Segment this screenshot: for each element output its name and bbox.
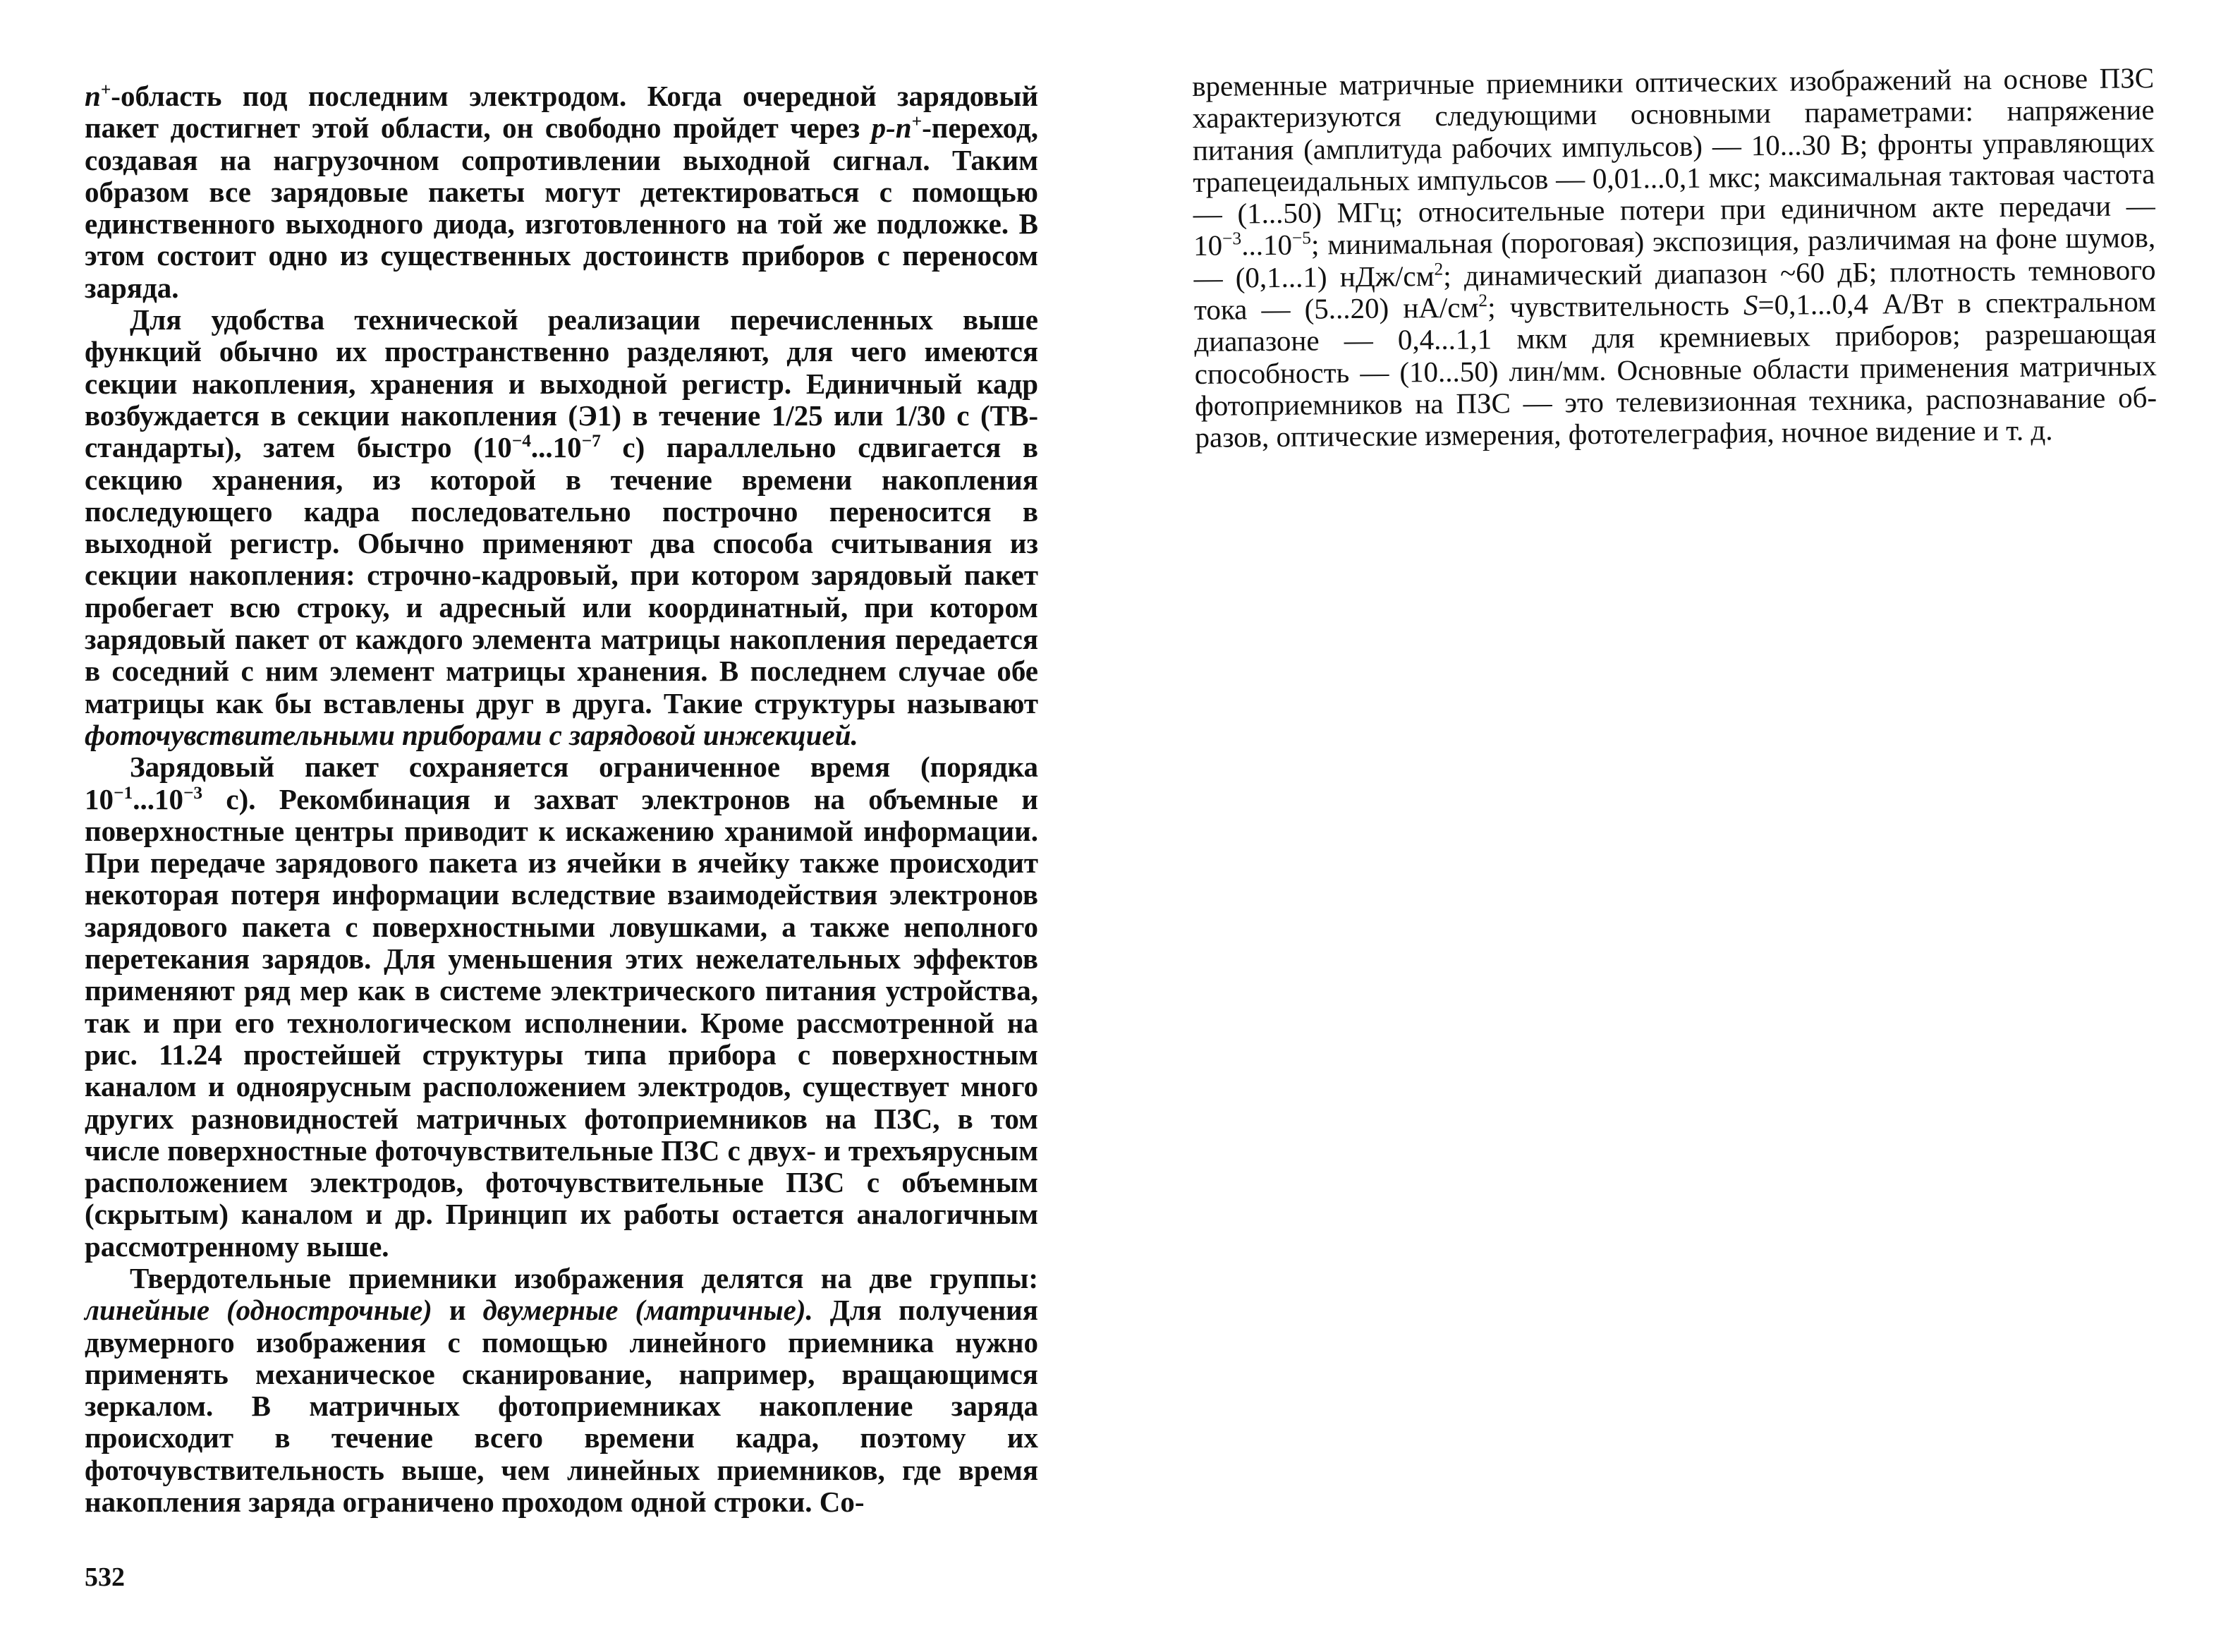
superscript: 2 <box>1434 259 1444 279</box>
text-run: ...10 <box>133 782 183 815</box>
text-run: p-n <box>871 111 912 145</box>
text-run: ; чувствительность <box>1487 289 1744 324</box>
text-run: Твердотельные приемники изображения делятся на две группы: <box>130 1261 1038 1294</box>
left-page-text <box>85 80 1038 1518</box>
text-run: и <box>432 1294 483 1327</box>
italic-term: S <box>1743 289 1758 322</box>
text-run: Для удобства технической реализации перечисленных выше функций обычно их пространственно разделяют, для чего имеются секции накопления, хранения и выходной регистр. Единичный кадр возбуждается в секции накопления (Э1) в течение 1/25 или 1/30 с (ТВ-стандарты), затем быстро (10 <box>85 303 1038 464</box>
right-page-text <box>1192 62 2157 454</box>
text-run: -область под последним электродом. Когда очередной зарядовый пакет достигнет этой области, он свободно пройдет через <box>85 80 1038 145</box>
page-number: 532 <box>85 1562 125 1592</box>
superscript: −5 <box>1291 228 1312 249</box>
text-run: с) параллельно сдвигается в секцию хранения, из которой в течение времени накопления последующего кадра последовательно построчно переносится в выходной регистр. Обычно применяют два способа считывания из секции накопления: строчно-кадровый, при котором зарядовый пакет пробегает всю строку, и адресный или координатный, при котором зарядовый пакет от каждого элемента матрицы накопления передается в соседний с ним элемент матрицы хранения. В последнем случае обе матрицы как бы вставлены друг в друга. Такие структуры называют <box>85 431 1038 719</box>
paragraph-2 <box>85 304 1038 751</box>
text-run: временные матричные приемники оптических изображений на основе ПЗС характеризуются следующими основными параметрами: напряжение питания (амплитуда рабочих импульсов) — 10...30 В; фронты управляющих трапецеидальных импульсов — 0,01...0,1 мкс; максимальная тактовая частота — (1...50) МГц; относительные потери при единичном акте передачи — 10 <box>1191 61 2155 262</box>
text-run: -переход, создавая на нагрузочном сопротивлении выходной сигнал. Таким образом все зарядовые пакеты могут детектироваться с помощью единственного выходного диода, изготовленного на той же подложке. В этом состоит одно из существенных достоинств приборов с переносом заряда. <box>85 111 1038 304</box>
text-run: ...10 <box>1241 229 1293 262</box>
text-run: с). Рекомбинация и захват электронов на объемные и поверхностные центры приводит к искажению хранимой информации. При передаче зарядового пакета из ячейки в ячейку также происходит некоторая потеря информации вследствие взаимодействия электронов зарядового пакета с поверхностными ловушками, а также неполного перетекания зарядов. Для уменьшения этих нежелательных эффектов применяют ряд мер как в системе электрического питания устройства, так и при его технологическом исполнении. Кроме рассмотренной на рис. 11.24 простейшей структуры типа прибора с поверхностным каналом и одноярусным расположением электродов, существует много других разновидностей матричных фотоприемников на ПЗС, в том числе поверхностные фоточувствительные ПЗС с двух- и трехъярусным расположением электродов, фоточувствительные ПЗС с объемным (скрытым) каналом и др. Принцип их работы остается аналогичным рассмотренному выше. <box>85 782 1038 1263</box>
superscript: −3 <box>1222 229 1242 249</box>
paragraph-4 <box>85 1263 1038 1518</box>
text-run: =0,1...0,4 А/Вт в спектральном диапазоне — 0,4...1,1 мкм для кремниевых приборов; разрешающая способность — (10...50) лин/мм. Основные области применения матричных фотоприемников на ПЗС — это телевизионная техника, распознавание образов, оптические измерения, фототелеграфия, ночное видение и т. д. <box>1194 285 2157 454</box>
superscript: −3 <box>183 782 203 803</box>
superscript: 2 <box>1478 291 1488 311</box>
text-run: Для получения двумерного изображения с помощью линейного приемника нужно применять механическое сканирование, например, вращающимся зеркалом. В матричных фотоприемниках накопление заряда происходит в течение всего времени кадра, поэтому их фоточувствительность выше, чем линейных приемников, где время накопления заряда ограничено проходом одной строки. Со- <box>85 1294 1038 1519</box>
paragraph-1 <box>85 80 1038 304</box>
superscript: + <box>100 79 111 99</box>
superscript: −4 <box>511 431 531 451</box>
text-run: Зарядовый пакет сохраняется ограниченное время (порядка 10 <box>85 751 1038 815</box>
italic-term: двумерные (матричные). <box>482 1294 813 1327</box>
paragraph-3 <box>85 751 1038 1263</box>
superscript: + <box>911 111 923 132</box>
superscript: −1 <box>114 782 133 803</box>
paragraph-1 <box>1192 62 2157 454</box>
italic-term: линейные (однострочные) <box>85 1294 432 1327</box>
superscript: −7 <box>581 431 601 451</box>
italic-term: фоточувствительными приборами с зарядовой инжекцией. <box>85 718 858 751</box>
text-run: n <box>85 80 101 112</box>
text-run: ...10 <box>530 431 582 464</box>
text-run: ; динамический диапазон ~60 дБ; плотность темнового тока — (5...20) нА/см <box>1193 253 2156 327</box>
text-run: ; минимальная (пороговая) экспозиция, различимая на фоне шумов,— (0,1...1) нДж/см <box>1193 221 2156 294</box>
